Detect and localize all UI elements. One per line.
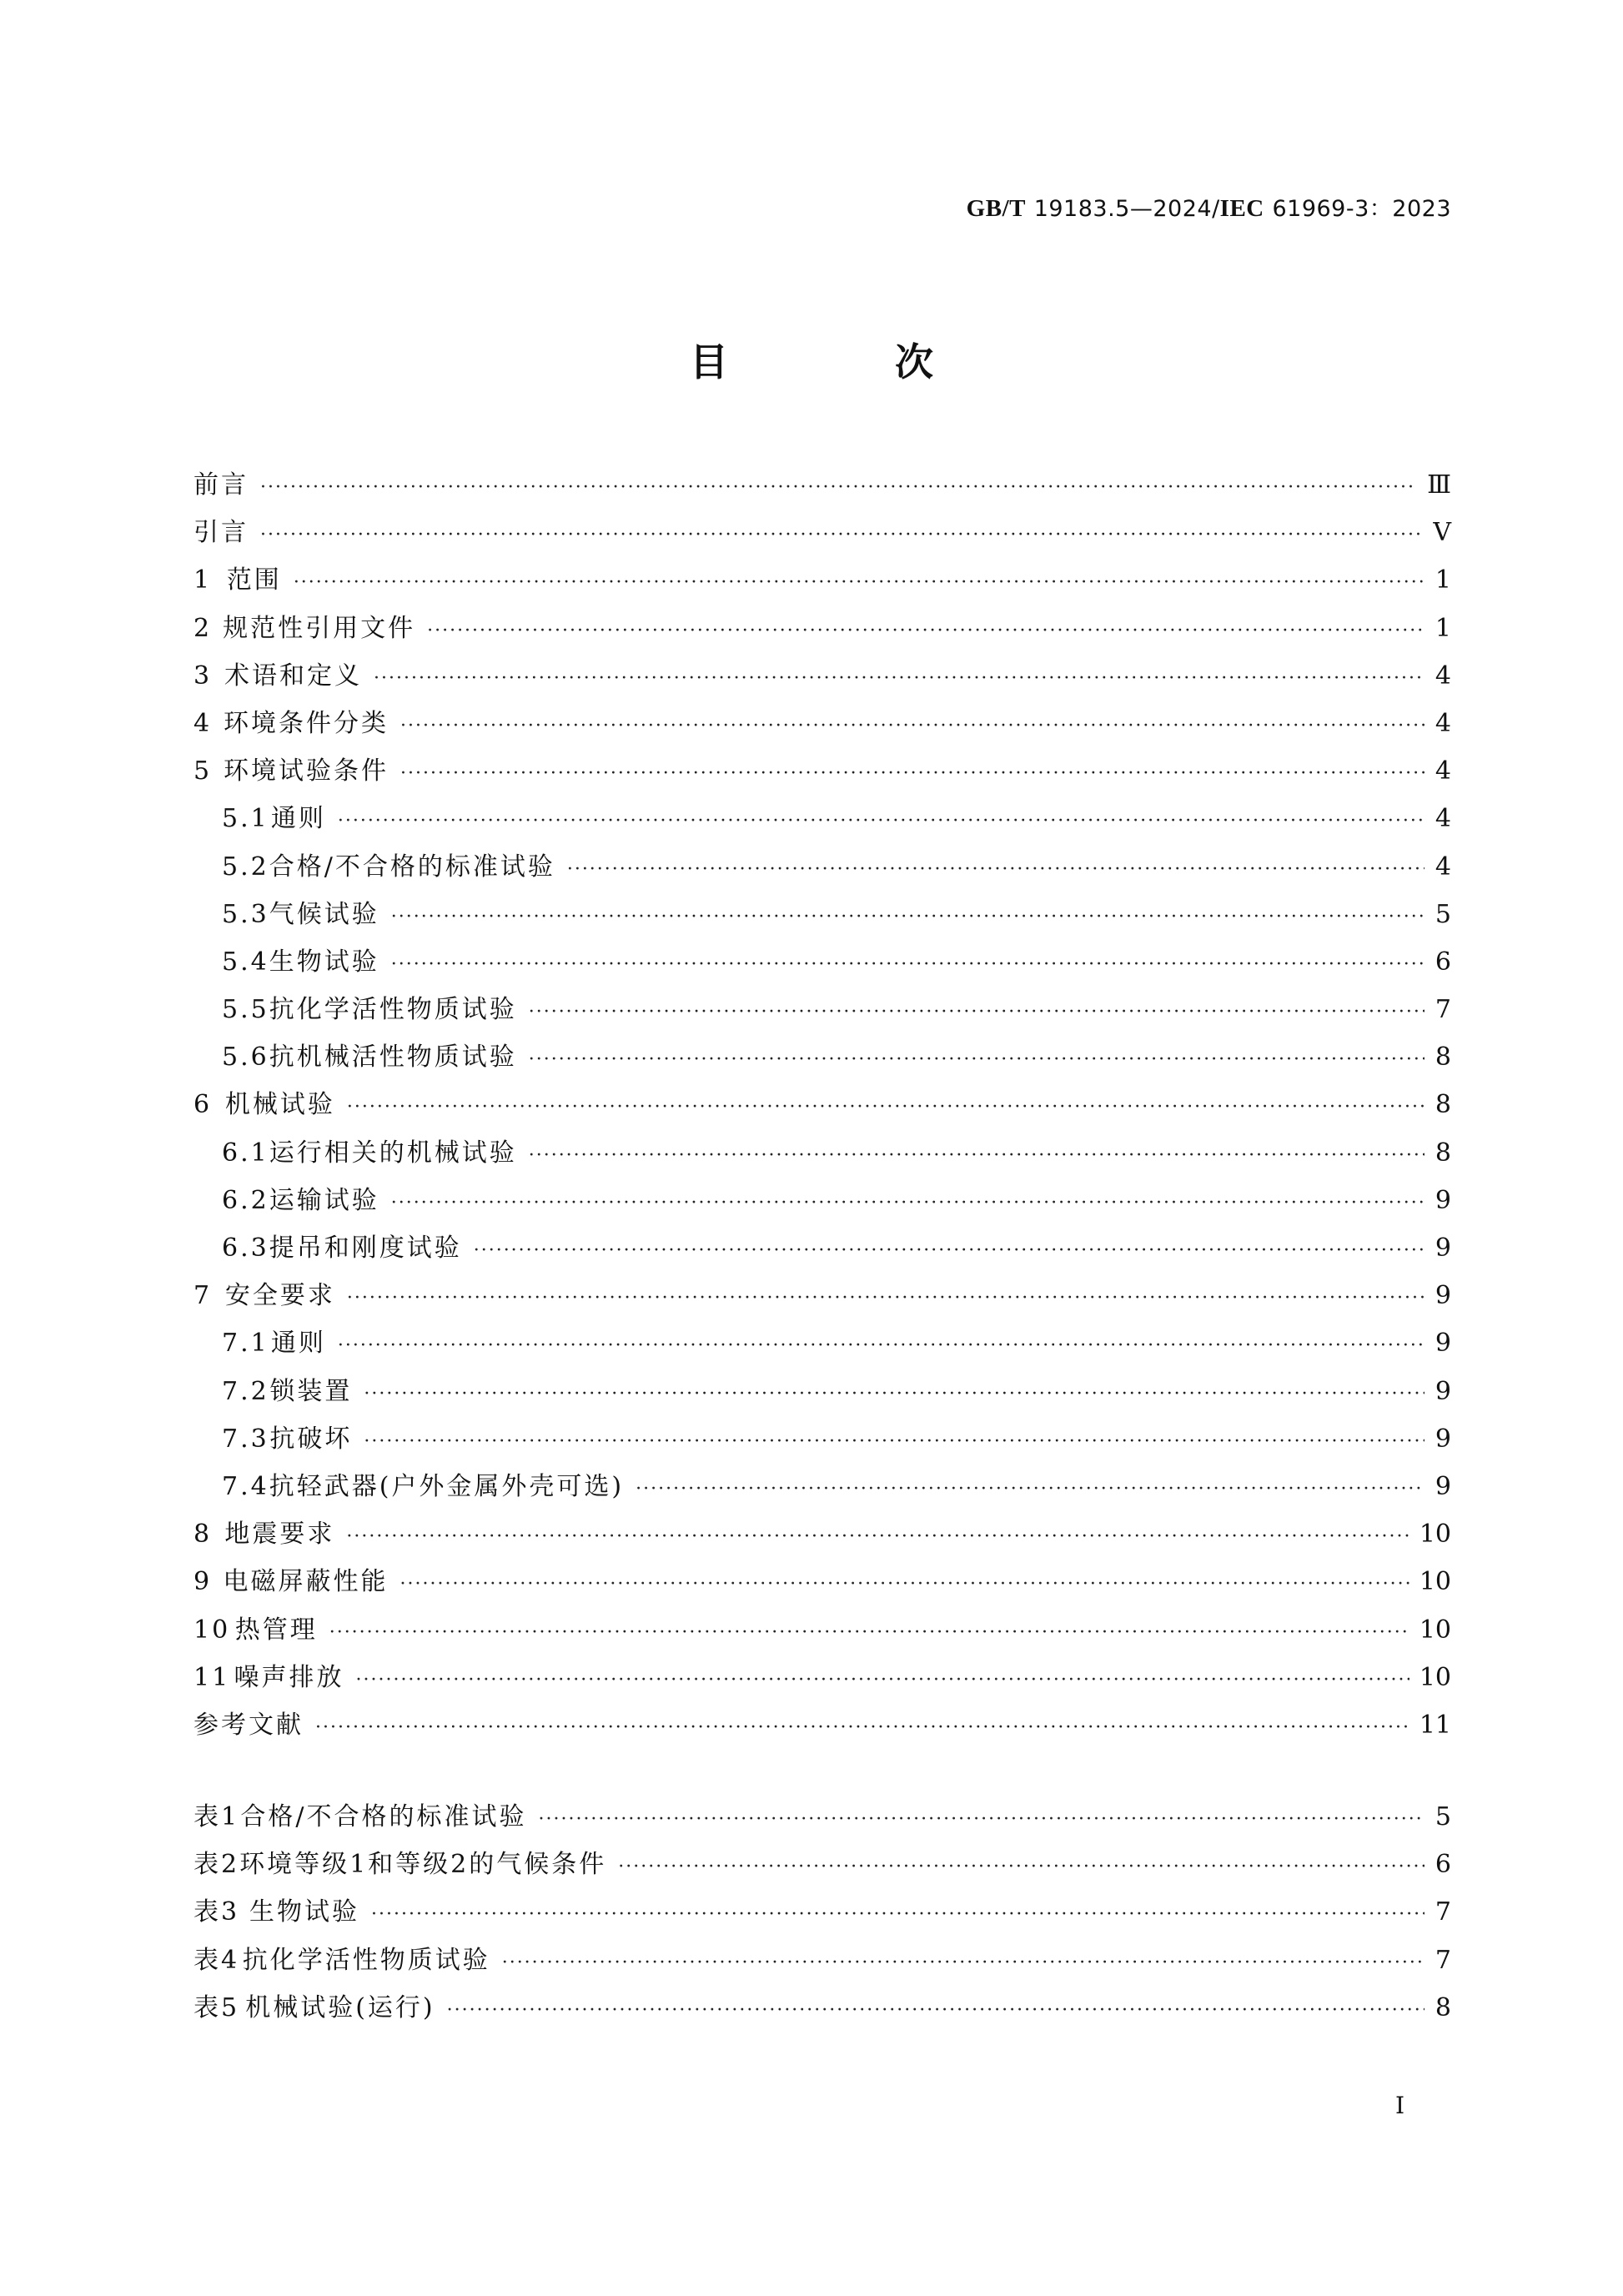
toc-entry-title: 环境试验条件 [224, 756, 389, 786]
toc-entry[interactable] [193, 1274, 1451, 1322]
toc-entry-page: 8 [1435, 1090, 1451, 1120]
toc-entry-title: 安全要求 [224, 1281, 335, 1311]
toc-entry-number: 表4 [193, 1945, 240, 1975]
toc-entry-page: 1 [1435, 565, 1451, 595]
toc-entry[interactable] [193, 1179, 1451, 1227]
toc-entry[interactable] [193, 1036, 1451, 1083]
toc-entry[interactable] [193, 1656, 1451, 1704]
table-list-entry[interactable] [193, 1891, 1451, 1938]
toc-leader-dots [529, 1049, 1425, 1070]
toc-entry-title: 规范性引用文件 [223, 613, 416, 643]
standard-prefix: GB/T [966, 195, 1026, 222]
toc-leader-dots [636, 1479, 1425, 1500]
toc-entry[interactable] [193, 1322, 1451, 1369]
toc-entry[interactable] [193, 607, 1451, 655]
iec-number: 61969-3：2023 [1272, 196, 1451, 222]
toc-leader-dots [391, 954, 1425, 975]
toc-leader-dots [347, 1288, 1425, 1309]
toc-leader-dots [355, 1670, 1409, 1691]
toc-leader-dots [427, 620, 1425, 641]
toc-entry-page: 10 [1419, 1662, 1451, 1692]
toc-entry-number: 5 [193, 756, 213, 786]
toc-leader-dots [329, 1622, 1409, 1643]
toc-entry-page: 4 [1435, 708, 1451, 738]
toc-entry-title: 合格/不合格的标准试验 [240, 1802, 527, 1831]
toc-entry-number: 6.3 [222, 1233, 269, 1263]
toc-entry-title: 抗化学活性物质试验 [242, 1945, 490, 1975]
toc-entry[interactable] [193, 941, 1451, 988]
toc-entry-page: 4 [1435, 756, 1451, 786]
toc-entry[interactable] [193, 1513, 1451, 1560]
toc-entry-number: 3 [193, 661, 213, 691]
toc-entry-title: 通则 [270, 1329, 326, 1359]
toc-entry-title: 抗破坏 [269, 1424, 353, 1454]
toc-entry-page: Ⅲ [1427, 470, 1451, 500]
iec-prefix: IEC [1219, 195, 1264, 222]
toc-entry-title: 热管理 [234, 1615, 318, 1645]
toc-entry-number: 7 [193, 1281, 213, 1311]
toc-leader-dots [400, 763, 1425, 784]
toc-entry[interactable] [193, 846, 1451, 893]
toc-entry-page: 6 [1435, 1850, 1451, 1880]
toc-entry-number: 6 [193, 1090, 213, 1120]
toc-entry-title: 参考文献 [193, 1710, 304, 1740]
toc-entry-page: 7 [1435, 1897, 1451, 1927]
table-list-entry[interactable] [193, 1987, 1451, 2034]
toc-entry-page: 9 [1435, 1233, 1451, 1263]
toc-entry[interactable] [193, 511, 1451, 559]
toc-leader-dots [260, 525, 1423, 545]
toc-entry-page: 4 [1435, 852, 1451, 882]
toc-entry[interactable] [193, 1465, 1451, 1513]
page-number: Ⅰ [1394, 2092, 1404, 2119]
toc-entry-page: 5 [1435, 1802, 1451, 1831]
toc-entry-title: 环境等级1和等级2的气候条件 [239, 1850, 607, 1880]
toc-entry[interactable] [193, 750, 1451, 797]
toc-entry-number: 5.6 [222, 1042, 269, 1073]
toc-entry-title: 地震要求 [224, 1520, 335, 1550]
toc-entry-title: 运输试验 [269, 1185, 379, 1215]
toc-entry[interactable] [193, 1704, 1451, 1751]
toc-entry-title: 运行相关的机械试验 [269, 1138, 517, 1168]
toc-entry-page: 4 [1435, 804, 1451, 834]
toc-leader-dots [347, 1097, 1425, 1118]
toc-entry-page: 7 [1435, 995, 1451, 1025]
toc-entry-title: 术语和定义 [224, 661, 362, 691]
toc-entry-title: 前言 [193, 470, 249, 500]
toc-entry-number: 2 [193, 613, 213, 643]
toc-entry-page: 10 [1419, 1615, 1451, 1645]
toc-entry[interactable] [193, 1370, 1451, 1418]
toc-leader-dots [618, 1856, 1425, 1877]
toc-entry-number: 10 [193, 1615, 231, 1645]
toc-entry-title: 范围 [226, 565, 282, 595]
toc-entry-title: 提吊和刚度试验 [269, 1233, 462, 1263]
toc-entry-page: 8 [1435, 1042, 1451, 1073]
toc-entry-title: 抗化学活性物质试验 [269, 995, 517, 1025]
toc-entry-title: 环境条件分类 [224, 708, 389, 738]
toc-entry-title: 通则 [270, 804, 326, 834]
toc-entry-number: 7.2 [222, 1376, 269, 1406]
toc-entry[interactable] [193, 1083, 1451, 1131]
toc-entry-number: 5.4 [222, 947, 269, 977]
table-list-entry[interactable] [193, 1939, 1451, 1987]
toc-entry-page: 11 [1419, 1710, 1451, 1740]
toc-entry-title: 引言 [193, 518, 249, 548]
toc-entry-title: 电磁屏蔽性能 [223, 1567, 389, 1597]
toc-leader-dots [338, 811, 1425, 831]
toc-entry-page: 6 [1435, 947, 1451, 977]
table-list-entry[interactable] [193, 1796, 1451, 1843]
toc-leader-dots [400, 1574, 1409, 1595]
toc-entry-number: 1 [193, 565, 213, 595]
toc-leader-dots [502, 1952, 1425, 1973]
toc-entry-number: 9 [193, 1567, 213, 1597]
toc-entry-number: 6.1 [222, 1138, 269, 1168]
toc-entry[interactable] [193, 559, 1451, 606]
toc-entry[interactable] [193, 1609, 1451, 1656]
toc-entry[interactable] [193, 702, 1451, 750]
toc-entry-number: 8 [193, 1520, 213, 1550]
toc-entry[interactable] [193, 1227, 1451, 1274]
toc-entry[interactable] [193, 655, 1451, 702]
toc-leader-dots [294, 572, 1425, 593]
toc-leader-dots [474, 1240, 1425, 1261]
toc-entry-number: 5.3 [222, 899, 269, 929]
toc-leader-dots [529, 1002, 1425, 1022]
toc-entry-title: 噪声排放 [234, 1662, 344, 1692]
toc-leader-dots [538, 1809, 1425, 1830]
toc-entry-number: 7.4 [222, 1471, 269, 1501]
standard-number: 19183.5—2024/ [1033, 196, 1220, 222]
toc-entry[interactable] [193, 1418, 1451, 1465]
toc-entry[interactable] [193, 988, 1451, 1036]
toc-entry-page: 5 [1435, 899, 1451, 929]
toc-entry-number: 5.5 [222, 995, 269, 1025]
toc-entry-number: 7.1 [222, 1329, 269, 1359]
table-list-entry[interactable] [193, 1843, 1451, 1891]
toc-leader-dots [364, 1431, 1425, 1452]
toc-entry-title: 锁装置 [269, 1376, 353, 1406]
toc-leader-dots [400, 716, 1425, 736]
toc-leader-dots [447, 2000, 1425, 2021]
toc-entry-number: 7.3 [222, 1424, 269, 1454]
toc-entry-page: Ⅴ [1433, 518, 1451, 548]
toc-entry-number: 6.2 [222, 1185, 269, 1215]
standard-number-header [967, 190, 1451, 223]
toc-entry-title: 合格/不合格的标准试验 [269, 852, 555, 882]
toc-entry-page: 9 [1435, 1471, 1451, 1501]
toc-entry-page: 9 [1435, 1424, 1451, 1454]
toc-entry-number: 11 [193, 1662, 231, 1692]
toc-leader-dots [567, 859, 1425, 880]
page-title: 目 次 [689, 339, 1010, 384]
toc-entry-title: 抗机械活性物质试验 [269, 1042, 517, 1073]
toc-entry-page: 10 [1419, 1567, 1451, 1597]
toc-entry-page: 7 [1435, 1945, 1451, 1975]
toc-entry[interactable] [193, 893, 1451, 941]
toc-leader-dots [391, 907, 1425, 927]
toc-entry-title: 生物试验 [269, 947, 379, 977]
toc-entry-page: 9 [1435, 1329, 1451, 1359]
toc-entry-title: 抗轻武器(户外金属外壳可选) [269, 1471, 625, 1501]
toc-entry-number: 表3 [193, 1897, 240, 1927]
toc-entry-page: 8 [1435, 1992, 1451, 2022]
toc-leader-dots [260, 477, 1417, 498]
toc-leader-dots [315, 1717, 1409, 1738]
toc-leader-dots [371, 1904, 1425, 1925]
toc-entry-number: 表5 [193, 1992, 240, 2022]
toc-leader-dots [346, 1526, 1409, 1547]
toc-entry-page: 1 [1435, 613, 1451, 643]
toc-entry[interactable] [193, 464, 1451, 511]
toc-entry-title: 机械试验(运行) [245, 1992, 435, 2022]
toc-entry-page: 9 [1435, 1185, 1451, 1215]
toc-entry-number: 5.1 [222, 804, 269, 834]
toc-entry-number: 4 [193, 708, 213, 738]
toc-entry-page: 10 [1419, 1520, 1451, 1550]
toc-leader-dots [364, 1384, 1425, 1404]
toc-leader-dots [391, 1193, 1425, 1213]
toc-entry[interactable] [193, 797, 1451, 845]
toc-entry-page: 9 [1435, 1376, 1451, 1406]
toc-entry-title: 生物试验 [249, 1897, 360, 1927]
toc-entry-page: 4 [1435, 661, 1451, 691]
list-of-tables [193, 1796, 1451, 2034]
toc-entry-title: 气候试验 [269, 899, 379, 929]
toc-leader-dots [338, 1335, 1425, 1356]
toc-leader-dots [374, 668, 1425, 689]
toc-entry-number: 5.2 [222, 852, 269, 882]
table-of-contents [193, 464, 1451, 1751]
toc-entry[interactable] [193, 1560, 1451, 1608]
toc-leader-dots [529, 1145, 1425, 1166]
toc-entry-number: 表2 [193, 1850, 240, 1880]
toc-entry-page: 9 [1435, 1281, 1451, 1311]
toc-entry-number: 表1 [193, 1802, 240, 1831]
toc-entry[interactable] [193, 1132, 1451, 1179]
toc-entry-title: 机械试验 [224, 1090, 335, 1120]
toc-entry-page: 8 [1435, 1138, 1451, 1168]
